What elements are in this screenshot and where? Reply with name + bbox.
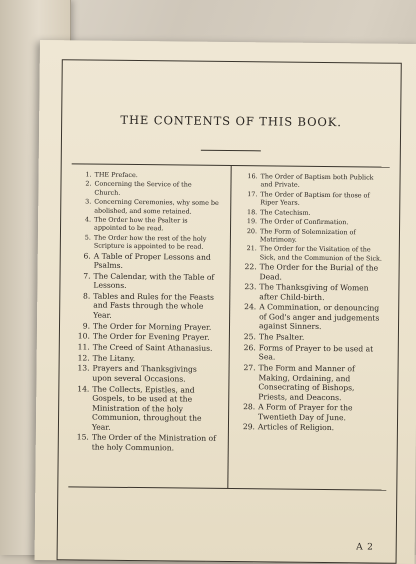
entry-text: A Table of Proper Lessons and Psalms. bbox=[93, 251, 211, 270]
contents-entry bbox=[237, 190, 385, 208]
contents-entry bbox=[236, 332, 384, 343]
contents-entry bbox=[71, 198, 219, 216]
contents-entry bbox=[237, 208, 385, 218]
entry-text: The Order for the Visitation of the Sick, and the Communion of the Sick. bbox=[259, 244, 383, 263]
entry-text: The Order for Morning Prayer. bbox=[92, 321, 212, 332]
entry-text: The Form of Solemnization of Matrimony. bbox=[259, 226, 356, 244]
entry-text: The Creed of Saint Athanasius. bbox=[92, 342, 213, 353]
contents-entry bbox=[69, 364, 217, 385]
page-title: THE CONTENTS OF THIS BOOK. bbox=[120, 112, 342, 130]
entry-number: 8. bbox=[83, 291, 91, 301]
entry-number: 23. bbox=[244, 282, 257, 292]
entry-text: A Commination, or denouncing of God's anger and judgements against Sinners. bbox=[258, 302, 380, 332]
contents-table bbox=[68, 163, 389, 490]
contents-entry bbox=[71, 215, 219, 233]
entry-text: THE Preface. bbox=[94, 170, 138, 180]
entry-number: 9. bbox=[82, 321, 91, 331]
entry-text: The Order how the Psalter is appointed to be read. bbox=[93, 215, 188, 233]
book-page bbox=[35, 40, 416, 564]
entry-number: 19. bbox=[246, 217, 258, 226]
entry-text: The Collects, Epistles, and Gospels, to be used at the Ministration of the holy Communion, throughout the Year. bbox=[91, 384, 202, 432]
entry-number: 20. bbox=[246, 226, 258, 235]
entry-number: 21. bbox=[246, 244, 257, 253]
contents-entry bbox=[70, 342, 218, 353]
title-rule bbox=[201, 150, 261, 152]
entry-number: 1. bbox=[85, 170, 92, 179]
contents-left-column bbox=[69, 170, 220, 454]
contents-entry bbox=[236, 303, 384, 333]
entry-number: 13. bbox=[77, 363, 90, 373]
contents-entry bbox=[70, 353, 218, 364]
page-frame bbox=[57, 59, 402, 564]
contents-entry bbox=[236, 262, 384, 283]
entry-text: The Order of Baptism both Publick and Private. bbox=[260, 172, 374, 190]
entry-text: Concerning the Service of the Church. bbox=[94, 180, 192, 197]
contents-entry bbox=[70, 271, 218, 292]
entry-number: 6. bbox=[83, 251, 91, 261]
entry-number: 25. bbox=[243, 332, 256, 342]
entry-number: 17. bbox=[247, 189, 258, 199]
entry-text: The Form and Manner of Making, Ordaining, and Consecrating of Bishops, Priests, and Deacons. bbox=[258, 363, 355, 402]
contents-entry bbox=[236, 282, 384, 303]
entry-text: Prayers and Thanksgivings upon several Occasions. bbox=[92, 363, 197, 384]
entry-text: The Catechism. bbox=[260, 207, 311, 217]
entry-text: Tables and Rules for the Feasts and Fasts through the whole Year. bbox=[93, 291, 215, 320]
entry-number: 29. bbox=[242, 422, 256, 432]
entry-text: The Order of Baptism for those of Riper Years. bbox=[260, 190, 370, 207]
entry-number: 24. bbox=[244, 302, 257, 312]
contents-entry bbox=[237, 172, 385, 190]
column-divider bbox=[227, 166, 231, 488]
entry-number: 28. bbox=[243, 402, 256, 412]
contents-entry bbox=[69, 433, 217, 454]
entry-text: Articles of Religion. bbox=[257, 422, 335, 433]
signature-mark: A 2 bbox=[356, 542, 374, 553]
entry-text: The Order of the Ministration of the holy Communion. bbox=[91, 432, 217, 453]
contents-entry bbox=[236, 343, 384, 364]
entry-number: 22. bbox=[244, 262, 257, 272]
entry-text: The Psalter. bbox=[258, 332, 305, 342]
entry-number: 18. bbox=[246, 207, 258, 216]
entry-text: The Order of Confirmation. bbox=[260, 217, 349, 227]
entry-number: 4. bbox=[84, 215, 92, 224]
contents-entry bbox=[71, 251, 219, 272]
contents-right-column bbox=[235, 172, 386, 435]
entry-number: 26. bbox=[243, 342, 256, 353]
entry-text: The Litany. bbox=[92, 353, 136, 363]
entry-number: 16. bbox=[247, 172, 258, 181]
entry-text: The Order for Evening Prayer. bbox=[92, 331, 210, 343]
entry-text: The Calendar, with the Table of Lessons. bbox=[93, 271, 215, 291]
contents-entry bbox=[237, 244, 385, 262]
contents-entry bbox=[235, 363, 383, 403]
contents-entry bbox=[235, 422, 383, 433]
entry-text: A Form of Prayer for the Twentieth Day of June. bbox=[258, 402, 353, 422]
contents-entry bbox=[72, 170, 220, 180]
contents-entry bbox=[71, 233, 219, 251]
entry-number: 27. bbox=[243, 363, 256, 373]
entry-text: The Order for the Burial of the Dead. bbox=[259, 262, 379, 282]
contents-entry bbox=[235, 402, 383, 423]
entry-number: 5. bbox=[84, 233, 91, 242]
entry-number: 7. bbox=[83, 271, 91, 281]
contents-entry bbox=[69, 384, 217, 433]
entry-number: 3. bbox=[85, 197, 92, 206]
entry-number: 15. bbox=[76, 432, 89, 442]
entry-text: The Thanksgiving of Women after Child-birth. bbox=[259, 282, 369, 302]
entry-text: Concerning Ceremonies, why some be abolished, and some retained. bbox=[94, 197, 219, 216]
contents-entry bbox=[237, 227, 385, 245]
entry-number: 2. bbox=[85, 179, 92, 189]
entry-number: 14. bbox=[77, 384, 90, 394]
contents-entry bbox=[71, 180, 219, 198]
entry-text: Forms of Prayer to be used at Sea. bbox=[258, 343, 374, 362]
contents-entry bbox=[70, 321, 218, 332]
entry-number: 10. bbox=[77, 331, 90, 341]
entry-number: 11. bbox=[77, 342, 90, 352]
contents-entry bbox=[237, 217, 385, 227]
entry-number: 12. bbox=[77, 353, 90, 363]
contents-entry bbox=[70, 291, 218, 321]
entry-text: The Order how the rest of the holy Scripture is appointed to be read. bbox=[93, 233, 207, 251]
contents-entry bbox=[70, 332, 218, 343]
